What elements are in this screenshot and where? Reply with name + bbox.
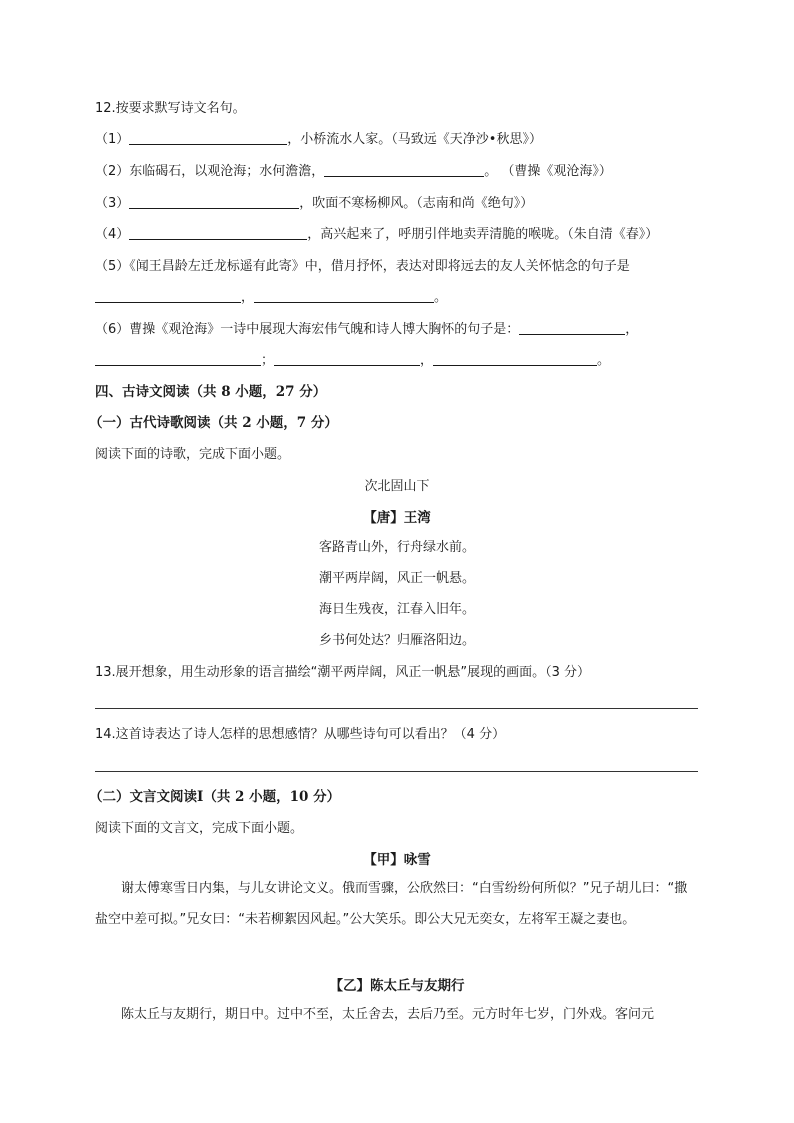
q12-item-3 [95, 194, 533, 214]
q12-item-6 [95, 320, 638, 340]
answer-blank[interactable] [519, 320, 625, 335]
passage-a-title: 【甲】咏雪 [363, 852, 431, 868]
answer-blank[interactable] [274, 351, 420, 366]
reading-instruction: 阅读下面的文言文，完成下面小题。 [95, 821, 304, 836]
reading-instruction: 阅读下面的诗歌，完成下面小题。 [95, 447, 291, 462]
separator: ， [625, 322, 639, 337]
item-text: ，小桥流水人家。（马致远《天净沙•秋思》） [287, 132, 542, 147]
poem-line: 乡书何处达？归雁洛阳边。 [318, 633, 475, 648]
end-mark: 。 [434, 290, 448, 305]
q12-title: 12.按要求默写诗文名句。 [95, 101, 246, 116]
answer-blank[interactable] [129, 225, 307, 240]
poem-title: 次北固山下 [364, 479, 430, 494]
poem-line: 客路青山外，行舟绿水前。 [318, 540, 475, 555]
answer-blank[interactable] [129, 130, 287, 145]
end-mark: 。 [597, 353, 611, 368]
question-13: 13.展开想象，用生动形象的语言描绘“潮平两岸阔，风正一帆悬”展现的画面。（3 分） [95, 665, 591, 680]
passage-a-text: 谢太傅寒雪日内集，与儿女讲论文义。俄而雪骤，公欣然曰：“白雪纷纷何所似？”兄子胡儿曰：“撒盐空中差可拟。”兄女曰：“未若柳絮因风起。”公大笑乐。即公大兄无奕女，左将军王凝之妻也。 [95, 881, 688, 927]
separator: ； [261, 353, 275, 368]
answer-line[interactable] [95, 708, 698, 709]
item-text: （6）曹操《观沧海》一诗中展现大海宏伟气魄和诗人博大胸怀的句子是： [95, 322, 520, 337]
section-heading: 四、古诗文阅读（共 8 小题，27 分） [95, 384, 327, 400]
item-number: （3） [95, 196, 130, 211]
separator: ， [420, 353, 434, 368]
item-text: ，高兴起来了，呼朋引伴地卖弄清脆的喉咙。（朱自清《春》） [307, 227, 659, 242]
question-14: 14.这首诗表达了诗人怎样的思想感情？从哪些诗句可以看出？（4 分） [95, 727, 506, 742]
poem-line: 潮平两岸阔，风正一帆悬。 [318, 571, 475, 586]
subsection-heading-classical: （二）文言文阅读Ⅰ（共 2 小题，10 分） [89, 789, 341, 805]
answer-blank[interactable] [129, 194, 299, 209]
item-text: （2）东临碣石，以观沧海；水何澹澹， [95, 164, 325, 179]
q12-item-6-answers [95, 351, 610, 371]
answer-blank[interactable] [324, 162, 484, 177]
answer-blank[interactable] [95, 351, 261, 366]
passage-b-text: 陈太丘与友期行，期日中。过中不至，太丘舍去，去后乃至。元方时年七岁，门外戏。客问元 [121, 1007, 655, 1022]
answer-blank[interactable] [95, 288, 241, 303]
answer-line[interactable] [95, 771, 698, 772]
passage-b-title: 【乙】陈太丘与友期行 [329, 978, 465, 994]
q12-item-4 [95, 225, 658, 245]
poem-author: 【唐】王湾 [363, 510, 431, 526]
item-number: （4） [95, 227, 130, 242]
item-text-after: 。 （曹操《观沧海》） [484, 164, 612, 179]
poem-line: 海日生残夜，江春入旧年。 [318, 602, 475, 617]
subsection-heading-poetry: （一）古代诗歌阅读（共 2 小题，7 分） [89, 415, 338, 431]
q12-item-5-answers [95, 288, 447, 308]
separator: ， [241, 290, 255, 305]
item-text: ，吹面不寒杨柳风。（志南和尚《绝句》） [299, 196, 534, 211]
q12-item-1 [95, 130, 542, 150]
answer-blank[interactable] [254, 288, 434, 303]
item-number: （1） [95, 132, 130, 147]
q12-item-5: （5）《闻王昌龄左迁龙标遥有此寄》中，借月抒怀，表达对即将远去的友人关怀惦念的句子是 [95, 259, 630, 274]
answer-blank[interactable] [433, 351, 597, 366]
q12-item-2 [95, 162, 612, 182]
